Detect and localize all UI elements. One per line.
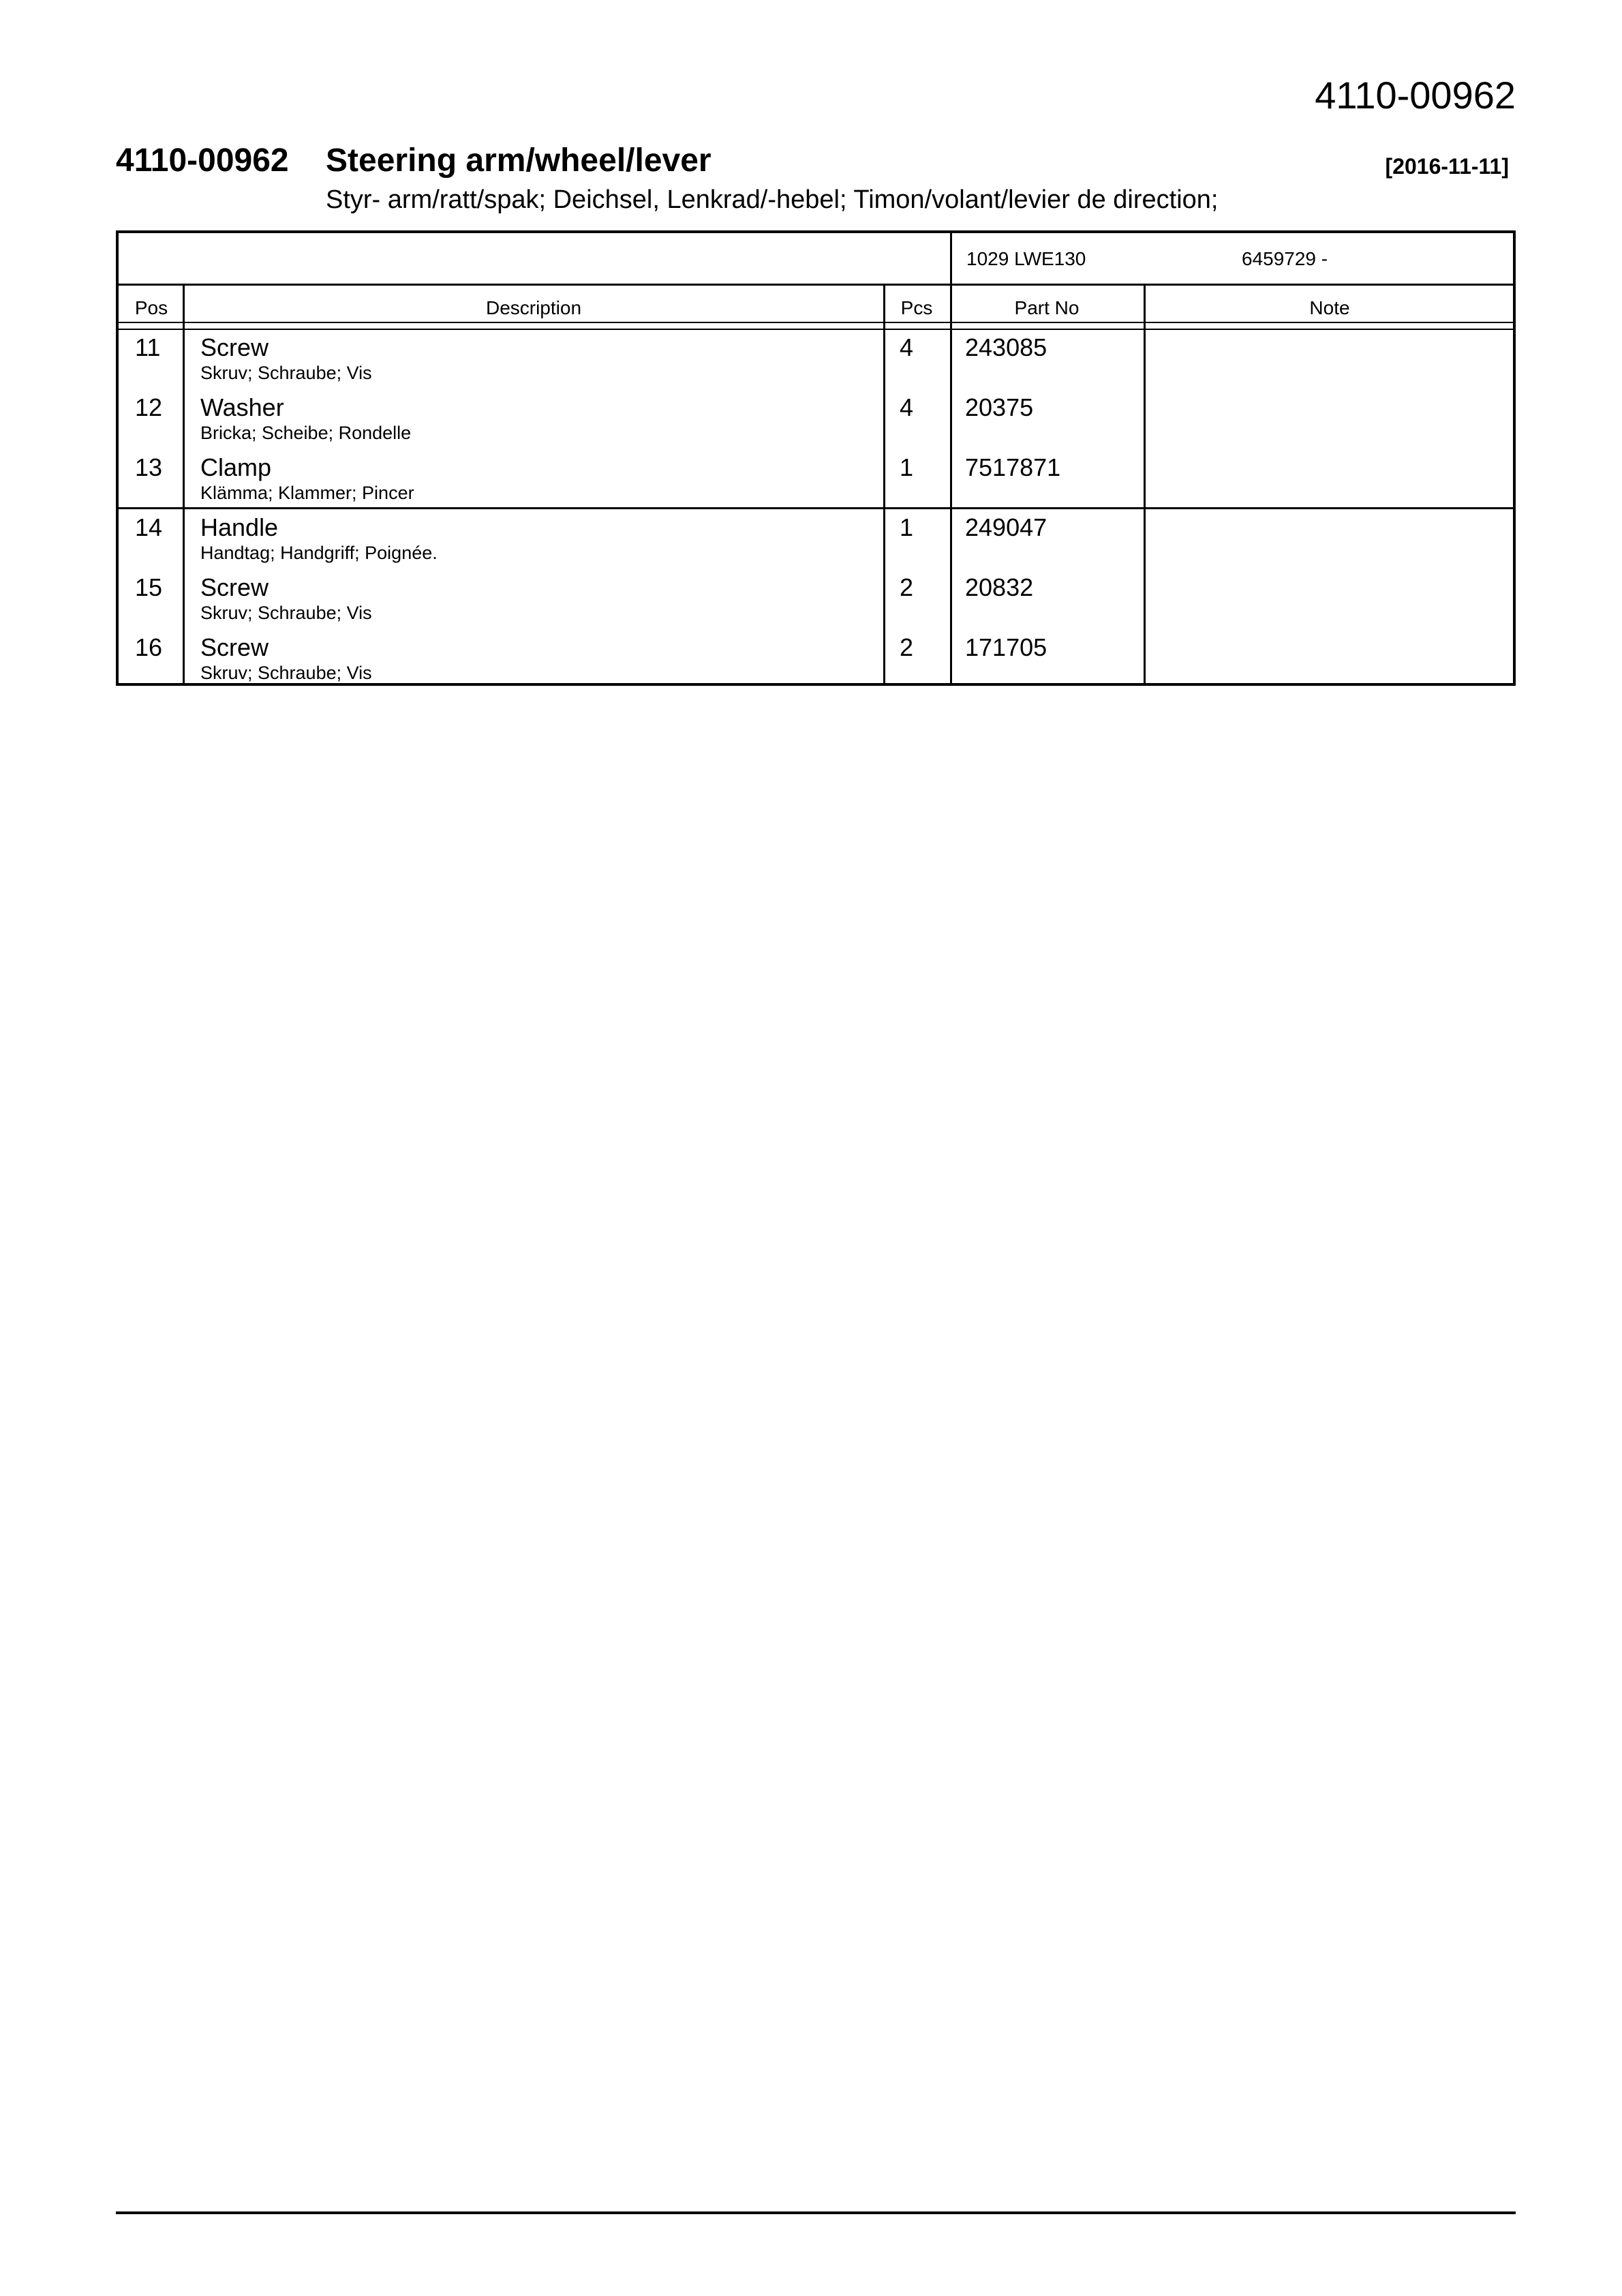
row-translation: Handtag; Handgriff; Poignée. <box>200 543 438 563</box>
row-description: Screw <box>200 633 269 661</box>
footer-rule <box>116 2211 1516 2214</box>
row-pos: 12 <box>135 393 163 421</box>
row-translation: Skruv; Schraube; Vis <box>200 603 372 623</box>
row-pcs: 1 <box>900 513 914 541</box>
row-pcs: 1 <box>900 453 914 481</box>
column-header-pos: Pos <box>134 297 168 318</box>
column-header-part-no: Part No <box>1014 297 1080 318</box>
row-description: Handle <box>200 513 279 541</box>
table-row <box>119 571 1513 631</box>
row-pos: 14 <box>135 513 163 541</box>
row-pcs: 2 <box>900 633 914 661</box>
document-code: 4110-00962 <box>116 142 289 179</box>
row-pos: 16 <box>135 633 163 661</box>
table-row <box>119 331 1513 391</box>
row-description: Screw <box>200 333 269 361</box>
row-pos: 11 <box>135 333 161 361</box>
row-part-no: 20375 <box>965 393 1034 421</box>
row-translation: Klämma; Klammer; Pincer <box>200 483 414 503</box>
document-subtitle: Styr- arm/ratt/spak; Deichsel, Lenkrad/-hebel; Timon/volant/levier de direction; <box>326 185 1219 214</box>
model-info-divider <box>950 233 952 284</box>
row-part-no: 20832 <box>965 573 1034 601</box>
row-description: Clamp <box>200 453 272 481</box>
parts-table <box>116 230 1516 686</box>
row-description: Screw <box>200 573 269 601</box>
table-row <box>119 511 1513 571</box>
page-number: 4110-00962 <box>1315 74 1516 117</box>
row-pcs: 4 <box>900 333 914 361</box>
row-part-no: 249047 <box>965 513 1047 541</box>
row-translation: Skruv; Schraube; Vis <box>200 663 372 683</box>
table-row <box>119 631 1513 691</box>
row-pos: 13 <box>135 453 163 481</box>
row-description: Washer <box>200 393 284 421</box>
table-row <box>119 391 1513 451</box>
row-pcs: 4 <box>900 393 914 421</box>
model-info-model: 1029 LWE130 <box>966 248 1086 269</box>
column-header-pcs: Pcs <box>900 297 933 318</box>
document-date: [2016-11-11] <box>1385 154 1509 179</box>
table-divider <box>119 284 1513 286</box>
row-pos: 15 <box>135 573 163 601</box>
header-rule-bottom <box>119 329 1513 330</box>
model-info-serial: 6459729 - <box>1242 248 1328 269</box>
row-part-no: 7517871 <box>965 453 1061 481</box>
row-translation: Skruv; Schraube; Vis <box>200 363 372 383</box>
table-row <box>119 451 1513 511</box>
row-part-no: 243085 <box>965 333 1047 361</box>
document-title-text: Steering arm/wheel/lever <box>326 142 711 179</box>
row-part-no: 171705 <box>965 633 1047 661</box>
row-pcs: 2 <box>900 573 914 601</box>
column-header-note: Note <box>1309 297 1350 318</box>
row-translation: Bricka; Scheibe; Rondelle <box>200 423 412 443</box>
column-header-description: Description <box>485 297 582 318</box>
header-rule-top <box>119 322 1513 323</box>
document-title <box>116 142 711 179</box>
